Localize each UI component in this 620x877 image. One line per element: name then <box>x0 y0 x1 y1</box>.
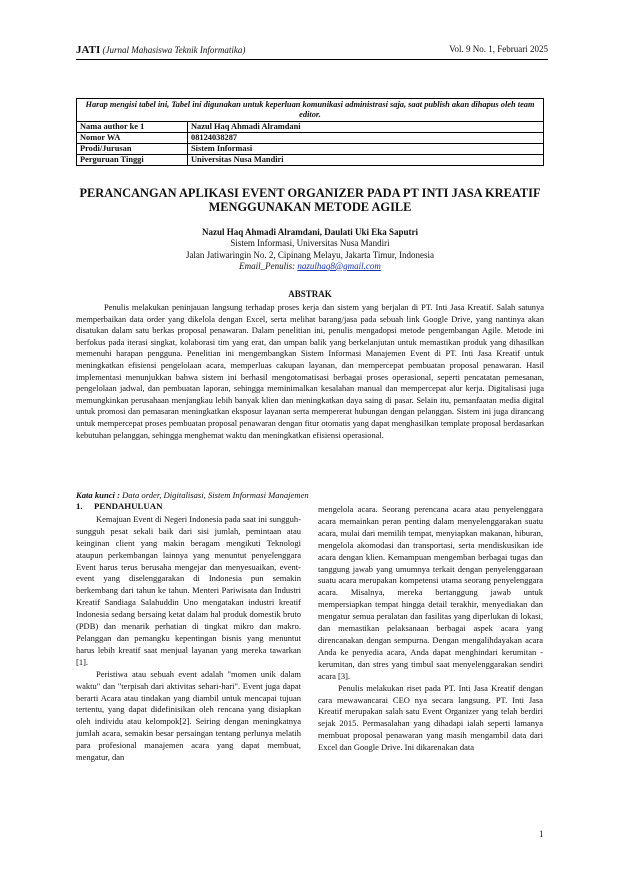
info-key: Prodi/Jurusan <box>77 144 188 155</box>
info-value: Sistem Informasi <box>188 144 544 155</box>
page-number: 1 <box>539 829 544 839</box>
abstract-text: Penulis melakukan peninjauan langsung terhadap proses kerja dan sistem yang berjalan di PT. Inti Jasa Kreatif. Salah satunya memperbaikan data order yang dikelola dengan Excel, serta melihat barang/jasa pada sebuah link Google Drive, yang nantinya akan disatukan dalam satu berkas proposal penawaran. Dalam penelitian ini, penulis mengadopsi metode pengembangan Agile. Metode ini berfokus pada iterasi singkat, kolaborasi tim yang erat, dan umpan balik yang berkelanjutan untuk memastikan produk yang dihasilkan memenuhi harapan pengguna. Penelitian ini mengembangkan Sistem Informasi Manajemen Event di PT. Inti Jasa Kreatif untuk meningkatkan efisiensi pengelolaan acara, memperluas cakupan layanan, dan mempercepat pembuatan proposal penawaran. Hasil implementasi menunjukkan bahwa sistem ini berhasil mengotomatisasi berbagai proses operasional, seperti pencatatan pemesanan, pengelolaan jadwal, dan pembuatan laporan, sehingga meminimalkan kesalahan manual dan mempercepat alur kerja. Digitalisasi juga memungkinkan perusahaan menjangkau lebih banyak klien dan meningkatkan daya saing di pasar. Selain itu, pemanfaatan media digital untuk promosi dan pemasaran meningkatkan eksposur layanan serta mempererat hubungan dengan pelanggan. Sistem ini juga dirancang untuk mempercepat proses pembuatan proposal penawaran dengan fitur otomatis yang dapat menghasilkan template proposal berdasarkan kebutuhan pelanggan, sehingga menghemat waktu dan meningkatkan efisiensi operasional. <box>76 302 544 440</box>
abstract-heading: ABSTRAK <box>288 289 332 299</box>
info-notice: Harap mengisi tabel ini, Tabel ini digunakan untuk keperluan komunikasi administrasi saja, saat publish akan dihapus oleh team editor. <box>77 99 544 122</box>
info-value: Nazul Haq Ahmadi Alramdani <box>188 122 544 133</box>
section-number: 1. <box>76 501 83 511</box>
journal-full-name: (Jurnal Mahasiswa Teknik Informatika) <box>102 45 246 55</box>
body-paragraph: Peristiwa atau sebuah event adalah "momen unik dalam waktu" dan "terpisah dari aktivitas sehari-hari". Event juga dapat berarti Acara atau tindakan yang diambil untuk mencapai tujuan tertentu, yang dapat didefinisikan oleh rencana yang disiapkan oleh individu atau kelompok[2]. Seiring dengan meningkatnya jumlah acara, semakin besar persaingan tentang perlunya melatih para profesional manajemen acara yang dapat membuat, mengatur, dan <box>76 668 301 763</box>
keywords-values: Data order, Digitalisasi, Sistem Informasi Manajemen <box>122 490 309 500</box>
info-row <box>77 122 544 133</box>
info-row <box>77 155 544 166</box>
info-row <box>77 144 544 155</box>
author-info-table <box>76 98 544 166</box>
author-email-line: Email_Penulis: nazulhaq8@gmail.com <box>239 260 381 271</box>
running-header <box>76 44 548 58</box>
body-column-right <box>318 504 543 754</box>
info-value: Universitas Nusa Mandiri <box>188 155 544 166</box>
author-affiliation: Sistem Informasi, Universitas Nusa Mandiri <box>230 238 390 249</box>
paper-title: PERANCANGAN APLIKASI EVENT ORGANIZER PADA PT INTI JASA KREATIF MENGGUNAKAN METODE AGILE <box>79 186 541 214</box>
body-paragraph: mengelola acara. Seorang perencana acara atau penyelenggara acara memainkan peran penting dalam menyelenggarakan suatu acara, mulai dari memilih tempat, menyiapkan makanan, hiburan, mengelola akomodasi dan transportasi, serta mendiskusikan ide acara dengan klien. Kemampuan mengemban berbagai tugas dan tanggung jawab yang umumnya terkait dengan penyelenggaraan suatu acara merupakan kompetensi utama seorang penyelenggara acara. Misalnya, mereka bertanggung jawab untuk mempersiapkan tempat hingga detail terakhir, menyediakan dan mengatur semua peralatan dan fasilitas yang diperlukan di lokasi, dan memastikan pelaksanaan berbagai aspek acara yang direncanakan dengan sempurna. Dengan mengalihdayakan acara Anda ke penyedia acara, Anda dapat menghindari kerumitan - kerumitan, dan stres yang timbul saat menyelenggarakan sendiri acara [3]. <box>318 504 543 681</box>
keywords-label: Kata kunci : <box>76 490 120 500</box>
info-notice-row <box>77 99 544 122</box>
info-key: Nomor WA <box>77 133 188 144</box>
info-row <box>77 133 544 144</box>
body-column-left <box>76 501 301 764</box>
author-address: Jalan Jatiwaringin No. 2, Cipinang Melayu, Jakarta Timur, Indonesia <box>185 249 435 260</box>
info-value: 08124038287 <box>188 133 544 144</box>
author-names: Nazul Haq Ahmadi Alramdani, Daulati Uki Eka Saputri <box>201 227 419 237</box>
section-heading <box>76 501 301 513</box>
info-key: Nama author ke 1 <box>77 122 188 133</box>
journal-volume: Vol. 9 No. 1, Februari 2025 <box>449 44 548 54</box>
journal-abbreviation: JATI <box>76 44 101 56</box>
body-paragraph: Penulis melakukan riset pada PT. Inti Jasa Kreatif dengan cara mewawancarai CEO nya secara langsung. PT. Inti Jasa Kreatif merupakan salah satu Event Organizer yang telah berdiri sejak 2015. Permasalahan yang dihadapi ialah seperti lamanya membuat proposal penawaran yang masih mengambil data dari Excel dan Google Drive. Ini dikarenakan data <box>318 682 543 753</box>
email-label: Email_Penulis <box>239 260 293 271</box>
author-block <box>76 227 544 272</box>
email-link[interactable]: nazulhaq8@gmail.com <box>297 260 381 271</box>
header-divider <box>76 59 548 60</box>
info-key: Perguruan Tinggi <box>77 155 188 166</box>
body-paragraph: Kemajuan Event di Negeri Indonesia pada saat ini sungguh-sungguh pesat sekali baik dari sisi jumlah, pemintaan atau keinginan client yang makin beragam mengikuti Teknologi ataupun perkembangan lainnya yang menuntut penyelenggara Event harus terus berusaha mengejar dan menyesuaikan, event-event yang diselenggarakan di Indonesia pun semakin berkembang dari tahun ke tahun. Menteri Pariwisata dan Industri Kreatif Sandiaga Salahuddin Uno mengatakan industri kreatif Indonesia sedang bersaing ketat dalam hal produk domestik bruto (PDB) dan menarik perhatian di tingkat mikro dan makro. Pelanggan dan pemangku kepentingan bisnis yang menuntut harus lebih kreatif saat menjual layanan yang mereka tawarkan [1]. <box>76 513 301 667</box>
section-title: PENDAHULUAN <box>94 501 163 511</box>
keywords-line <box>76 490 546 500</box>
journal-title <box>76 44 245 56</box>
